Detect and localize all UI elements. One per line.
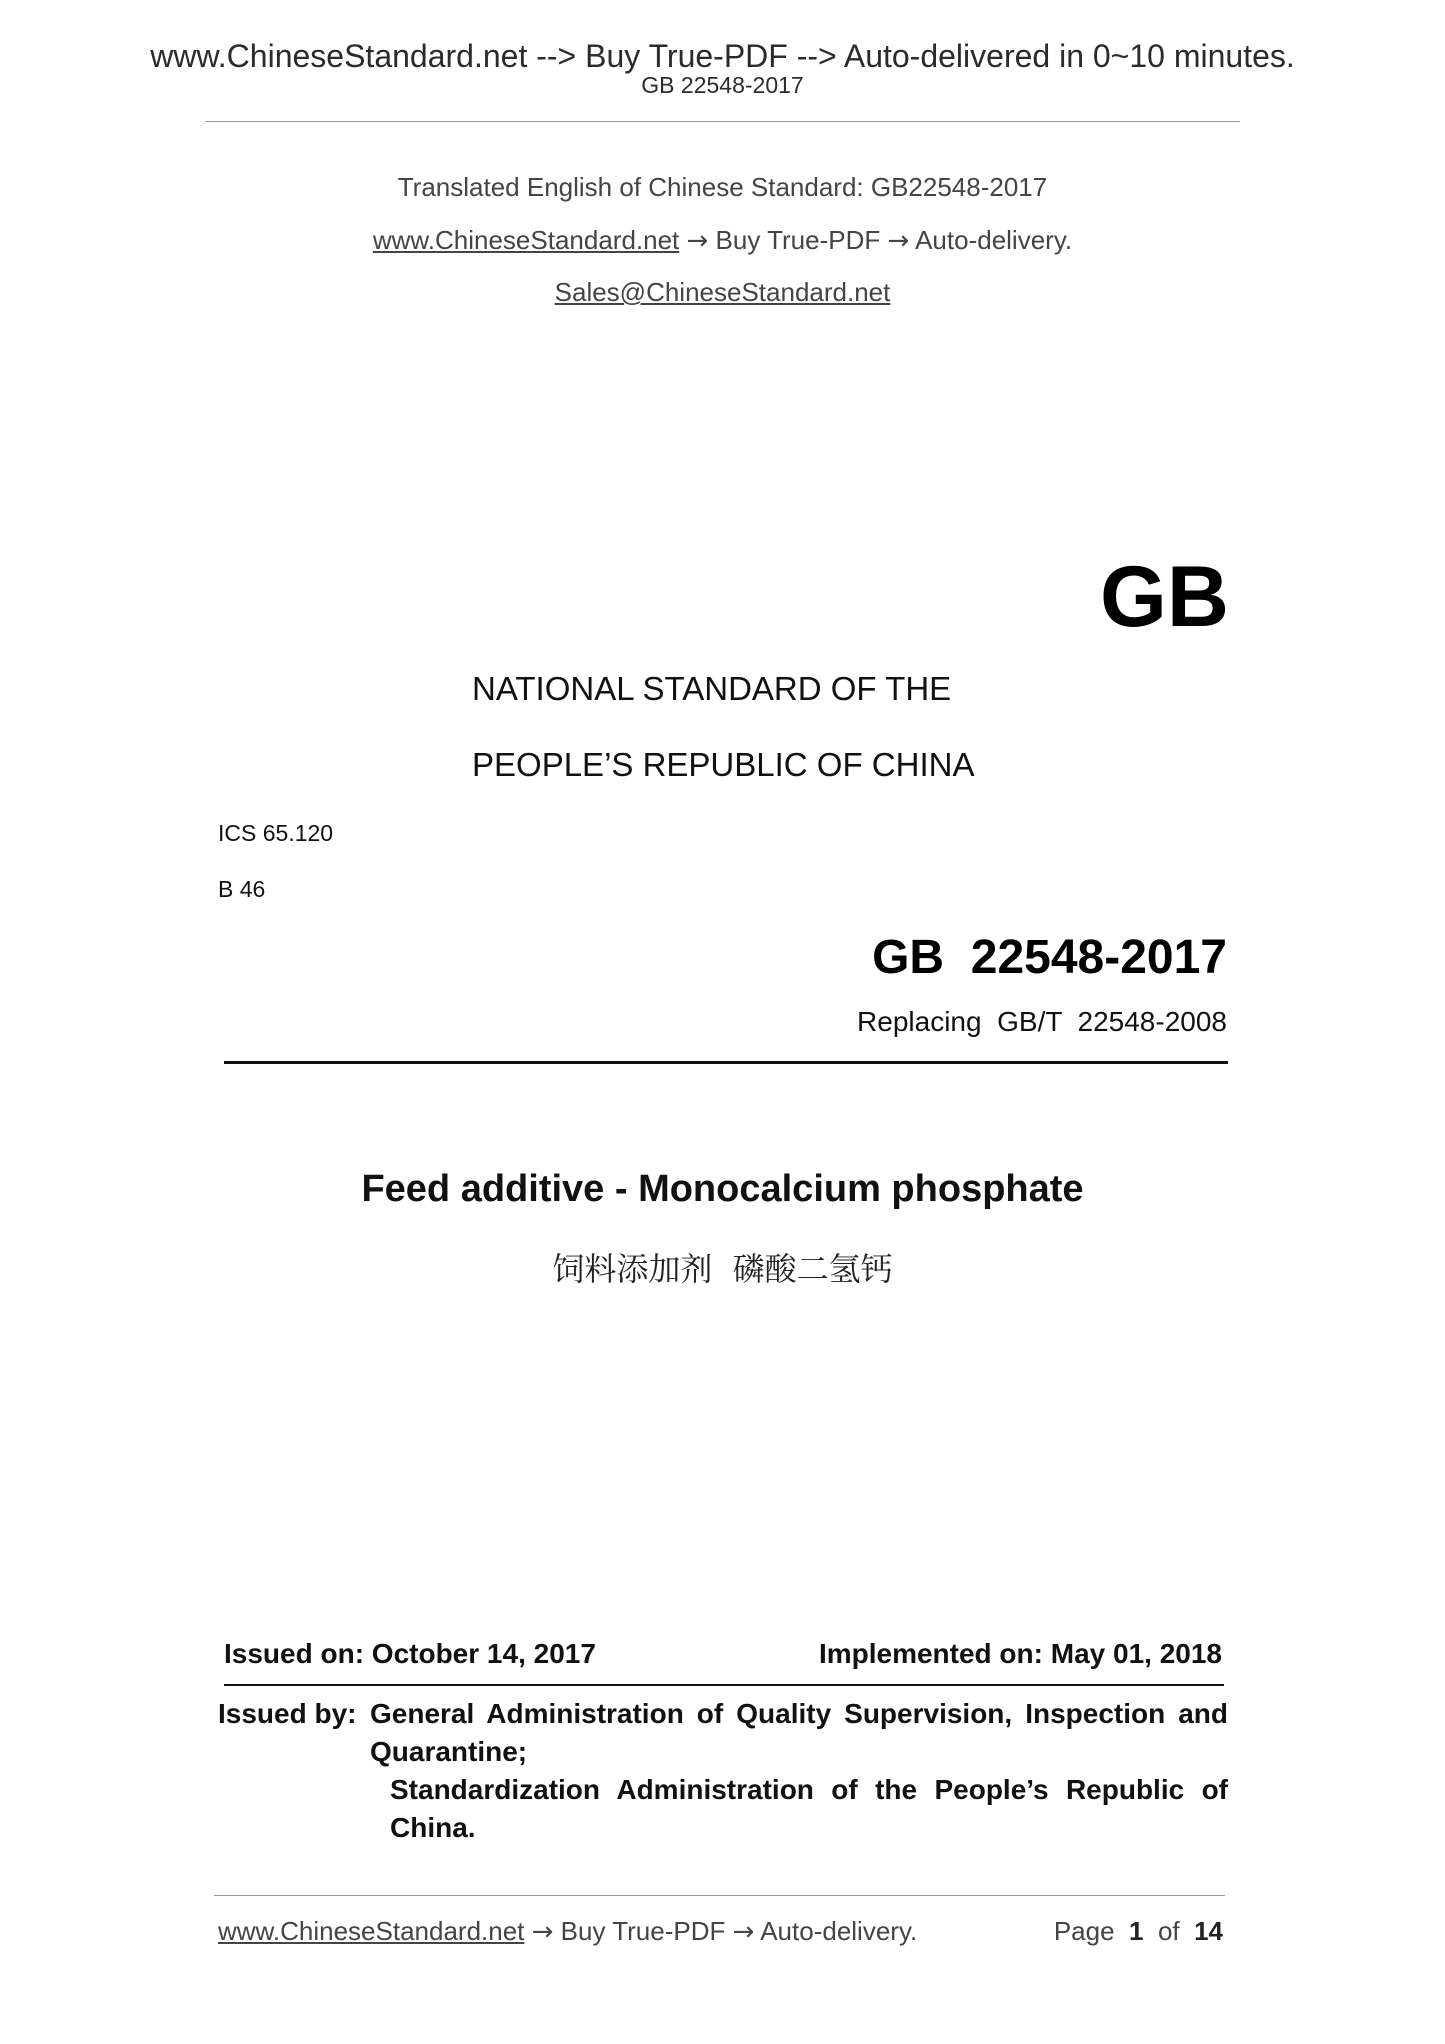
of-word: of <box>1157 1916 1180 1946</box>
page-indicator <box>1054 1916 1223 1947</box>
dates-divider <box>224 1684 1224 1686</box>
sales-email-link[interactable]: Sales@ChineseStandard.net <box>554 277 891 307</box>
ccs-code: B 46 <box>218 876 266 902</box>
top-banner: www.ChineseStandard.net --> Buy True-PDF --> Auto-delivered in 0~10 minutes. <box>150 38 1295 74</box>
national-standard-line-1: NATIONAL STANDARD OF THE <box>472 670 952 707</box>
store-line <box>0 225 1445 256</box>
arrow-right-icon: → <box>531 1917 554 1947</box>
document-title-zh: 饲料添加剂 磷酸二氢钙 <box>552 1250 893 1288</box>
implemented-on: Implemented on: May 01, 2018 <box>818 1638 1222 1669</box>
footer-site-link[interactable]: www.ChineseStandard.net <box>218 1916 525 1946</box>
site-link[interactable]: www.ChineseStandard.net <box>372 225 680 255</box>
header-divider <box>205 121 1240 122</box>
page-total: 14 <box>1194 1916 1223 1946</box>
footer-buy-text: Buy True-PDF <box>560 1916 726 1946</box>
document-title-en: Feed additive - Monocalcium phosphate <box>361 1168 1084 1210</box>
arrow-right-icon: → <box>887 226 910 256</box>
delivery-text: Auto-delivery. <box>915 225 1073 255</box>
issuer-2: Standardization Administration of the People’s Republic of China. <box>390 1774 1228 1843</box>
footer-divider <box>214 1895 1225 1896</box>
standard-number: GB 22548-2017 <box>872 931 1227 984</box>
issuer-1: General Administration of Quality Supervision, Inspection and Quarantine; <box>370 1698 1228 1767</box>
header-doc-code: GB 22548-2017 <box>641 72 804 98</box>
arrow-right-icon: → <box>686 226 709 256</box>
issued-by-label: Issued by: <box>218 1698 357 1729</box>
national-standard-line-2: PEOPLE’S REPUBLIC OF CHINA <box>472 746 975 783</box>
gb-mark: GB <box>1100 549 1229 645</box>
page-word: Page <box>1053 1916 1115 1946</box>
page-current: 1 <box>1129 1916 1144 1946</box>
translated-note: Translated English of Chinese Standard: GB22548-2017 <box>397 172 1048 202</box>
sales-line <box>0 277 1445 308</box>
footer-delivery-text: Auto-delivery. <box>760 1916 918 1946</box>
buy-text: Buy True-PDF <box>715 225 881 255</box>
issued-on: Issued on: October 14, 2017 <box>224 1638 596 1669</box>
ics-code: ICS 65.120 <box>218 820 334 846</box>
footer-store-line <box>218 1916 917 1947</box>
title-divider <box>224 1061 1228 1064</box>
arrow-right-icon: → <box>732 1917 755 1947</box>
replacing-note: Replacing GB/T 22548-2008 <box>857 1006 1227 1037</box>
